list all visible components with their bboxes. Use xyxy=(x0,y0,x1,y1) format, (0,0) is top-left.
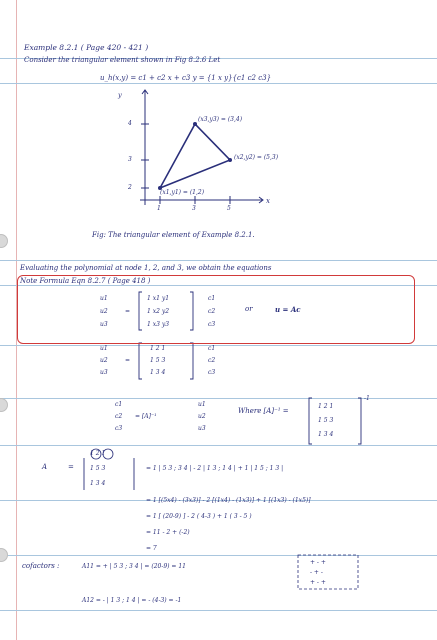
triangle-element xyxy=(160,124,230,188)
cofactor-a12: A12 = - | 1 3 ; 1 4 | = - (4-3) = -1 xyxy=(82,597,182,604)
node-2 xyxy=(228,158,232,162)
intro-text: Consider the triangular element shown in Fig 8.2.6 Let xyxy=(24,56,221,64)
sign-grid-row: + - + xyxy=(310,559,326,566)
det-label: A xyxy=(42,463,48,471)
matrix-row: 1 5 3 xyxy=(90,465,106,472)
u-vector: u3 xyxy=(100,321,108,328)
or-text: or xyxy=(245,305,253,313)
polynomial-equation: u_h(x,y) = c1 + c2 x + c3 y = {1 x y}{c1 c2 c3} xyxy=(100,74,272,82)
det-step: = 1 [(5x4) - (3x3)] - 2 [(1x4) - (1x3)] + 1 [(1x3) - (1x5)] xyxy=(146,497,311,504)
node2-label: (x2,y2) = (5,3) xyxy=(234,154,279,161)
u-vector: u2 xyxy=(100,357,108,364)
evaluating-text: Evaluating the polynomial at node 1, 2, and 3, we obtain the equations xyxy=(20,264,272,272)
highlight-box xyxy=(17,275,415,344)
u-vector: u2 xyxy=(100,308,108,315)
c-vector: c1 xyxy=(208,345,216,352)
matrix-row: 1 3 4 xyxy=(150,369,166,376)
matrix-row: 1 3 4 xyxy=(318,431,334,438)
det-step: = 1 [ (20-9) ] - 2 ( 4-3 ) + 1 ( 3 - 5 ) xyxy=(146,513,252,520)
x-tick-label: 1 xyxy=(157,205,161,212)
bracket xyxy=(190,343,193,379)
y-tick-label: 3 xyxy=(128,156,132,163)
y-axis-label: y xyxy=(118,91,122,99)
u-vector: u3 xyxy=(100,369,108,376)
matrix-row: 1 2 1 xyxy=(150,345,166,352)
det-step: = 11 - 2 + (-2) xyxy=(146,529,190,536)
u-vector: u1 xyxy=(100,295,108,302)
x-axis-label: x xyxy=(266,197,270,205)
c-vector: c2 xyxy=(115,413,123,420)
bracket xyxy=(309,398,312,444)
equals-sign: = xyxy=(125,308,131,315)
where-text: Where [A]⁻¹ = xyxy=(238,407,289,415)
node3-label: (x3,y3) = (3,4) xyxy=(198,116,243,123)
c-vector: c1 xyxy=(208,295,216,302)
matrix-row: 1 5 3 xyxy=(150,357,166,364)
example-title: Example 8.2.1 ( Page 420 - 421 ) xyxy=(24,43,149,52)
node1-label: (x1,y1) = (1,2) xyxy=(160,189,205,196)
u-vector: u3 xyxy=(198,425,206,432)
c-vector: c3 xyxy=(208,321,216,328)
c-vector: c1 xyxy=(115,401,123,408)
inverse-operator: = [A]⁻¹ xyxy=(135,413,157,420)
equals-sign: = xyxy=(125,357,131,364)
matrix-row: 1 2 1 xyxy=(90,450,106,457)
matrix-row: 1 x3 y3 xyxy=(147,321,170,328)
node-3 xyxy=(193,122,197,126)
inverse-power: -1 xyxy=(364,395,370,402)
det-result: = 7 xyxy=(146,545,157,552)
compact-form: u = Ac xyxy=(275,305,301,314)
sign-grid-row: + - + xyxy=(310,579,326,586)
cofactors-label: cofactors : xyxy=(22,562,60,570)
note-text: Note Formula Eqn 8.2.7 ( Page 418 ) xyxy=(20,277,151,285)
y-tick-label: 2 xyxy=(128,184,132,191)
matrix-row: 1 2 1 xyxy=(318,403,334,410)
matrix-row: 1 x2 y2 xyxy=(147,308,170,315)
u-vector: u1 xyxy=(198,401,206,408)
matrix-row: 1 5 3 xyxy=(318,417,334,424)
c-vector: c3 xyxy=(115,425,123,432)
cofactor-a11: A11 = + | 5 3 ; 3 4 | = (20-9) = 11 xyxy=(82,563,187,570)
sign-grid-box xyxy=(298,555,358,589)
matrix-row: 1 x1 y1 xyxy=(147,295,170,302)
figure-caption: Fig: The triangular element of Example 8.2.1. xyxy=(92,231,255,239)
bracket xyxy=(358,398,361,444)
c-vector: c2 xyxy=(208,308,216,315)
x-tick-label: 3 xyxy=(192,205,196,212)
u-vector: u1 xyxy=(100,345,108,352)
c-vector: c2 xyxy=(208,357,216,364)
c-vector: c3 xyxy=(208,369,216,376)
det-expansion: = 1 | 5 3 ; 3 4 | - 2 | 1 3 ; 1 4 | + 1 | 1 5 ; 1 3 | xyxy=(146,465,284,472)
bracket xyxy=(139,343,142,379)
x-tick-label: 5 xyxy=(227,205,231,212)
u-vector: u2 xyxy=(198,413,206,420)
sign-grid-row: - + - xyxy=(310,569,323,576)
y-tick-label: 4 xyxy=(128,120,132,127)
matrix-row: 1 3 4 xyxy=(90,480,106,487)
det-equals: = xyxy=(68,463,74,471)
